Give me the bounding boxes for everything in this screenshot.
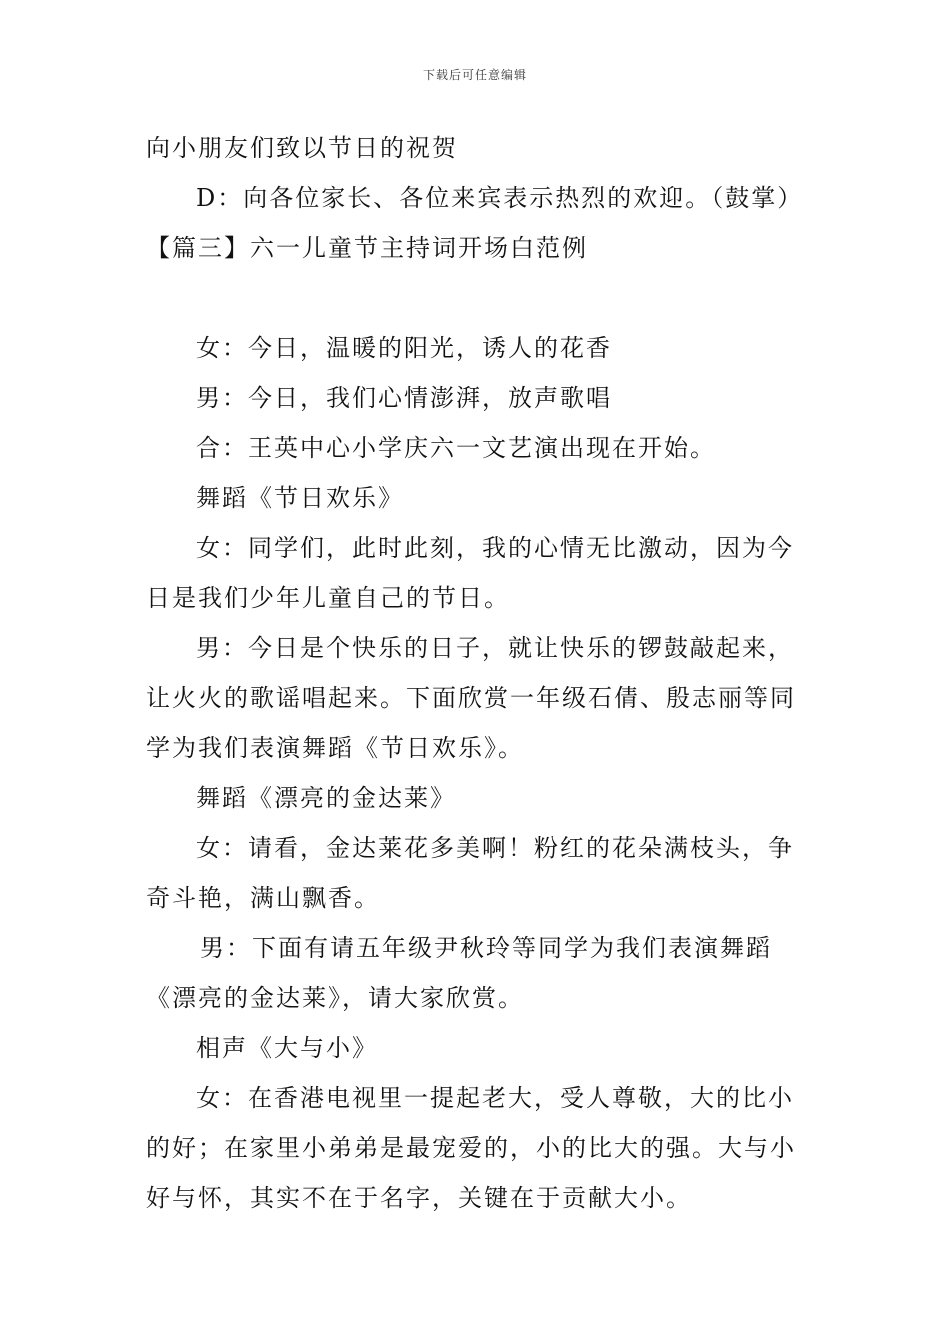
program-title: 舞蹈《漂亮的金达莱》 xyxy=(196,784,456,812)
body-line: D：向各位家长、各位来宾表示热烈的欢迎。（鼓掌） xyxy=(196,184,804,212)
body-line: 学为我们表演舞蹈《节日欢乐》。 xyxy=(146,734,524,762)
body-line: 女：请看，金达莱花多美啊！粉红的花朵满枝头，争 xyxy=(196,834,794,862)
body-line: 女：同学们，此时此刻，我的心情无比激动，因为今 xyxy=(196,534,794,562)
body-line: 男：今日，我们心情澎湃，放声歌唱 xyxy=(196,384,612,412)
body-line: 让火火的歌谣唱起来。下面欣赏一年级石倩、殷志丽等同 xyxy=(146,684,796,712)
section-heading: 【篇三】六一儿童节主持词开场白范例 xyxy=(146,234,588,262)
program-title: 相声《大与小》 xyxy=(196,1034,378,1062)
body-line: 日是我们少年儿童自己的节日。 xyxy=(146,584,510,612)
body-line: 合：王英中心小学庆六一文艺演出现在开始。 xyxy=(196,434,716,462)
body-line: 男：下面有请五年级尹秋玲等同学为我们表演舞蹈 xyxy=(200,934,772,962)
body-line: 男：今日是个快乐的日子，就让快乐的锣鼓敲起来， xyxy=(196,634,794,662)
program-title: 舞蹈《节日欢乐》 xyxy=(196,484,404,512)
body-line: 向小朋友们致以节日的祝贺 xyxy=(146,134,458,162)
body-line: 的好；在家里小弟弟是最宠爱的，小的比大的强。大与小 xyxy=(146,1134,796,1162)
body-line: 女：今日，温暖的阳光，诱人的花香 xyxy=(196,334,612,362)
body-line: 奇斗艳，满山飘香。 xyxy=(146,884,380,912)
body-line: 《漂亮的金达莱》，请大家欣赏。 xyxy=(146,984,524,1012)
body-line: 好与怀，其实不在于名字，关键在于贡献大小。 xyxy=(146,1184,692,1212)
header-note: 下载后可任意编辑 xyxy=(422,68,527,82)
body-line: 女：在香港电视里一提起老大，受人尊敬，大的比小 xyxy=(196,1084,794,1112)
